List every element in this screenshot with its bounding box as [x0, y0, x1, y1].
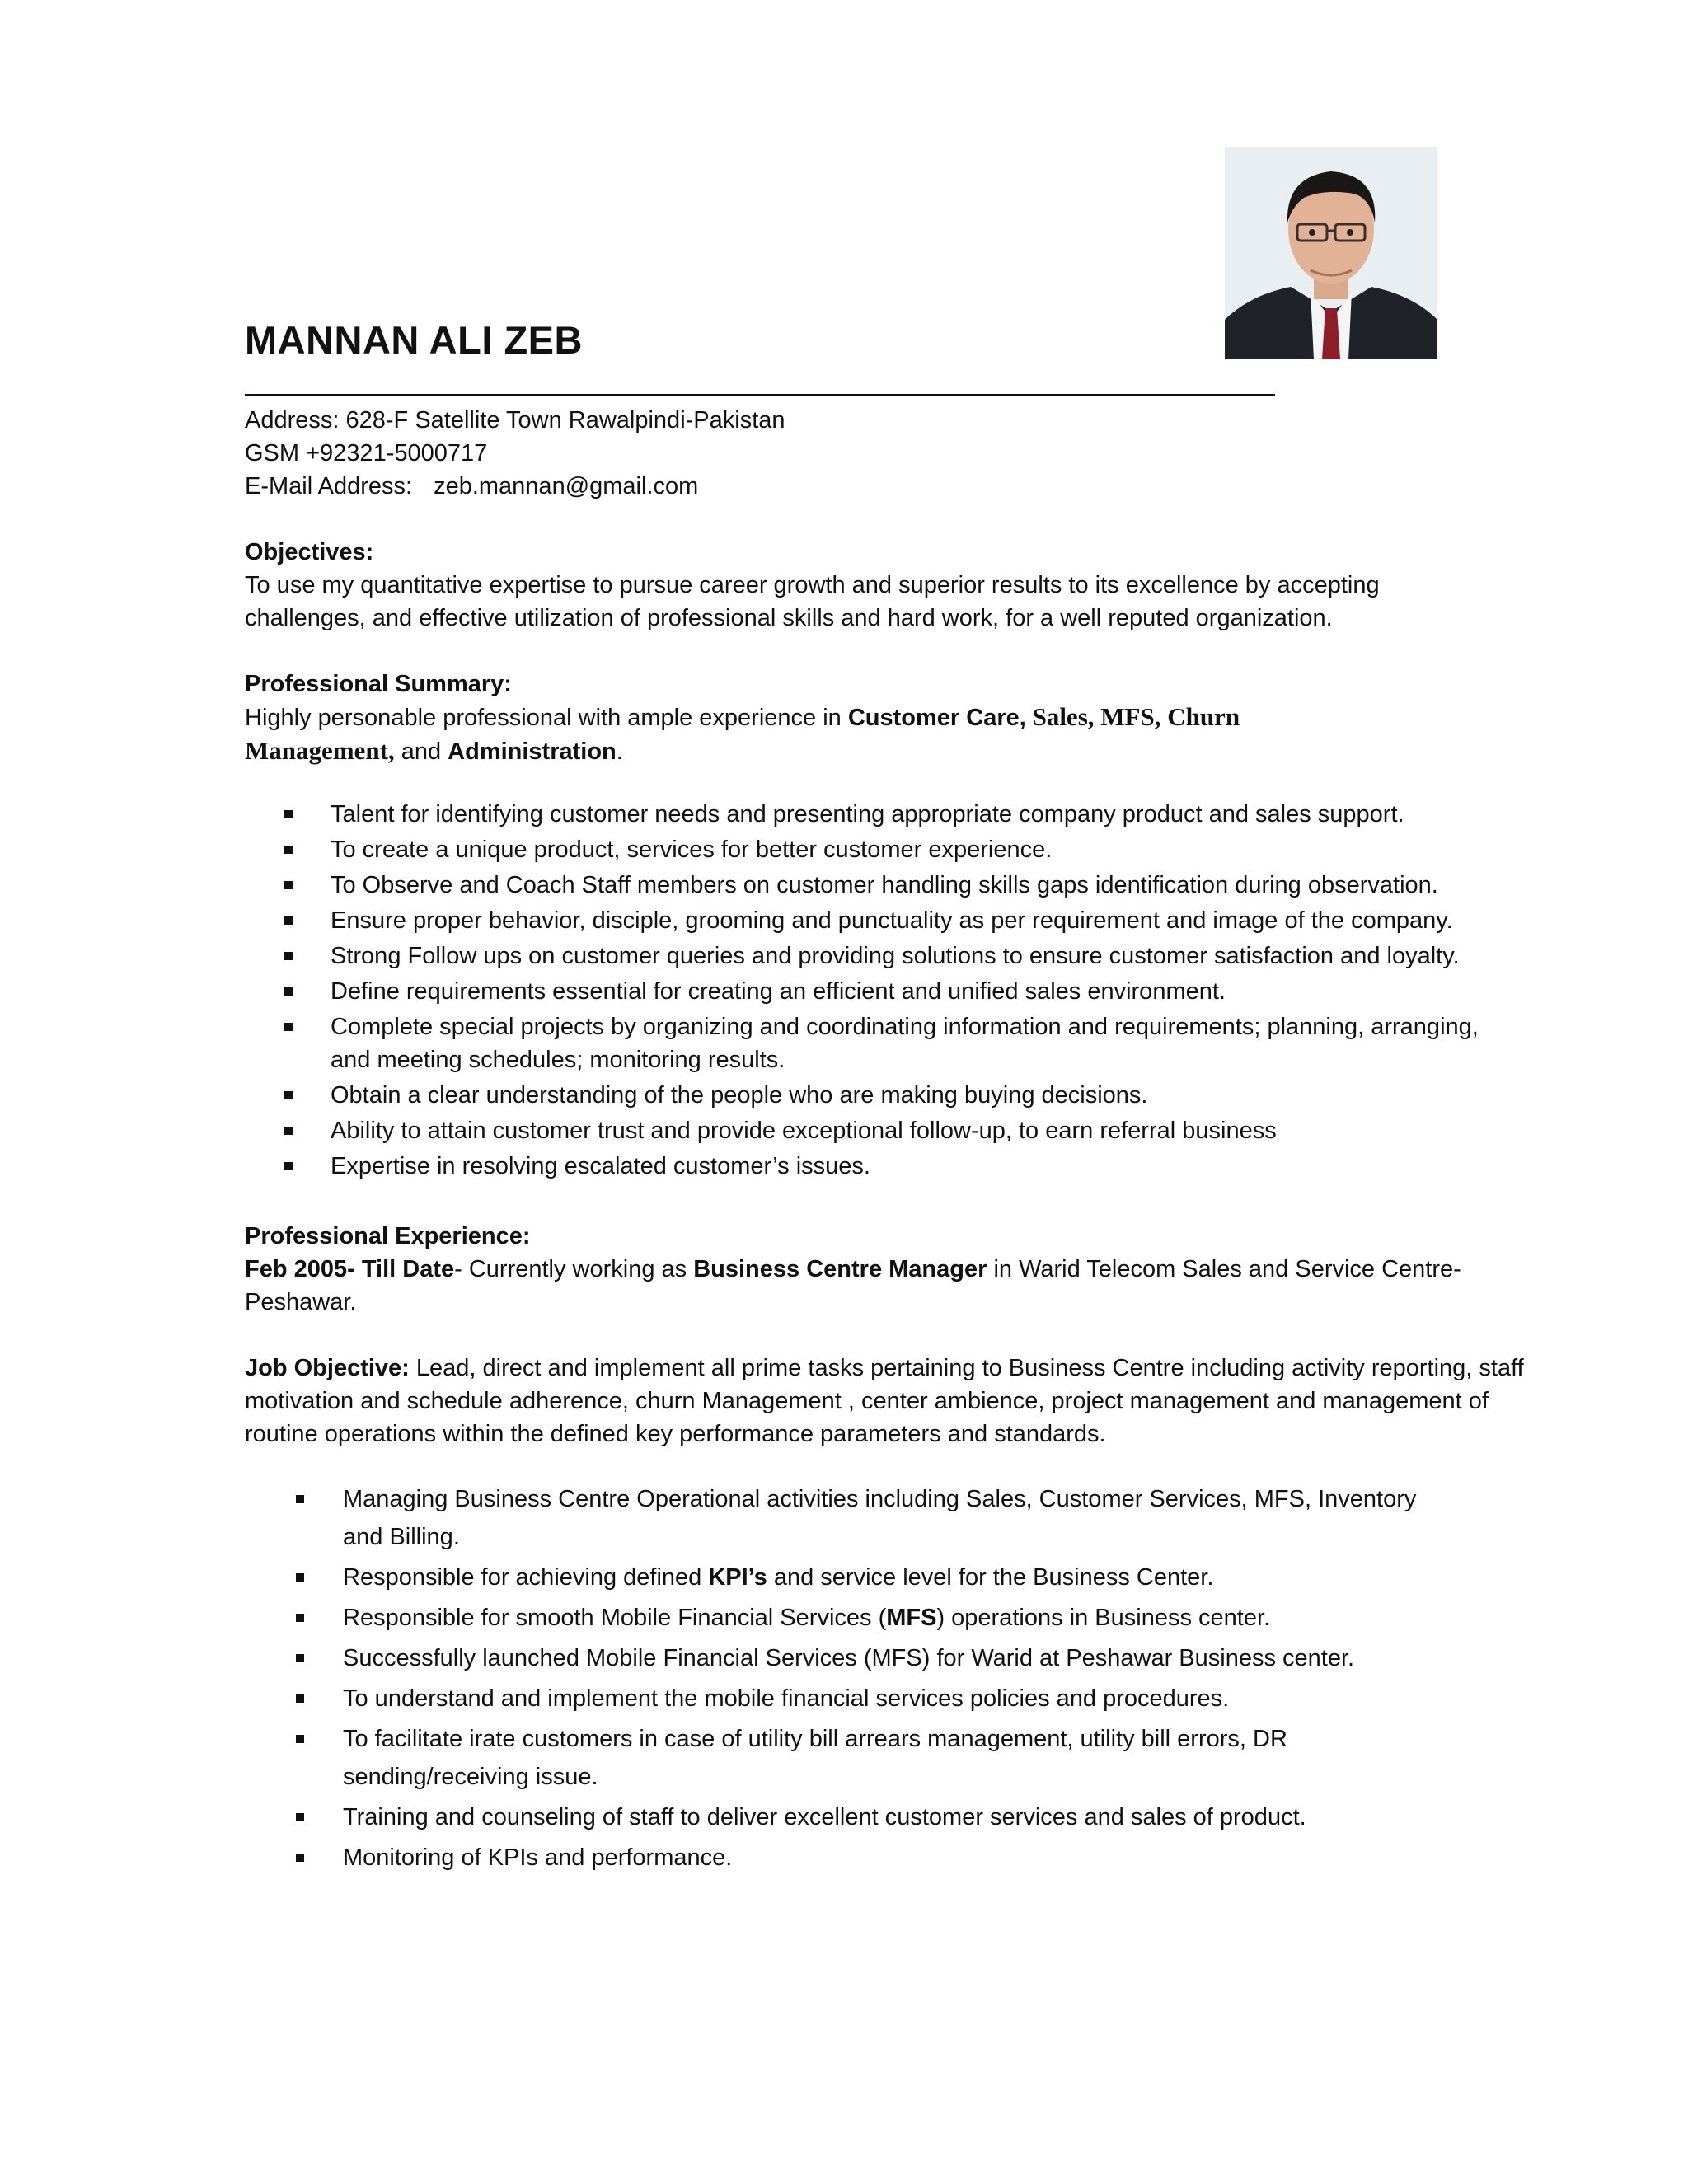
- gsm-line: GSM +92321-5000717: [245, 440, 488, 466]
- summary-bullet-list: [245, 798, 1564, 1183]
- list-item: To understand and implement the mobile financial services policies and procedures.: [245, 1680, 1513, 1718]
- email-label: E-Mail Address:: [245, 473, 413, 499]
- list-item: Obtain a clear understanding of the people who are making buying decisions.: [245, 1079, 1564, 1112]
- address-line: Address: 628-F Satellite Town Rawalpindi-Pakistan: [245, 407, 785, 434]
- objectives-title: Objectives:: [245, 539, 374, 565]
- list-item: Complete special projects by organizing and coordinating information and requirements; planning, arranging, and meeting schedules; monitoring results.: [245, 1010, 1517, 1076]
- list-item: To Observe and Coach Staff members on customer handling skills gaps identification during observation.: [245, 869, 1564, 902]
- list-item: Managing Business Centre Operational activities including Sales, Customer Services, MFS, Inventory and Billing.: [245, 1480, 1439, 1556]
- list-item: Expertise in resolving escalated customer’s issues.: [245, 1150, 1564, 1183]
- summary-title: Professional Summary:: [245, 671, 512, 697]
- list-item: Strong Follow ups on customer queries and providing solutions to ensure customer satisfaction and loyalty.: [245, 940, 1564, 972]
- list-item: Define requirements essential for creating an efficient and unified sales environment.: [245, 975, 1564, 1008]
- list-item: Responsible for smooth Mobile Financial Services (MFS) operations in Business center.: [245, 1599, 1513, 1637]
- email-value[interactable]: zeb.mannan@gmail.com: [434, 473, 699, 499]
- resume-body: [245, 404, 1564, 1879]
- experience-position-line: Feb 2005- Till Date- Currently working as Business Centre Manager in Warid Telecom Sales and Service Centre-Peshawar.: [245, 1256, 1461, 1315]
- list-item: Responsible for achieving defined KPI’s and service level for the Business Center.: [245, 1558, 1513, 1596]
- list-item: To create a unique product, services for better customer experience.: [245, 833, 1564, 866]
- resume-name: MANNAN ALI ZEB: [245, 318, 583, 362]
- profile-photo: [1225, 147, 1437, 359]
- experience-title: Professional Experience:: [245, 1223, 531, 1249]
- list-item: Ability to attain customer trust and provide exceptional follow-up, to earn referral business: [245, 1114, 1564, 1147]
- list-item: Monitoring of KPIs and performance.: [245, 1839, 1513, 1877]
- email-line: [245, 470, 1564, 503]
- list-item: Talent for identifying customer needs and presenting appropriate company product and sales support.: [245, 798, 1564, 831]
- list-item: Ensure proper behavior, disciple, grooming and punctuality as per requirement and image of the company.: [245, 904, 1564, 937]
- objectives-text: To use my quantitative expertise to pursue career growth and superior results to its excellence by accepting challenges, and effective utilization of professional skills and hard work, for a well reputed organization.: [245, 572, 1380, 631]
- summary-intro: Highly personable professional with ample experience in Customer Care, Sales, MFS, Churn Management, and Administration.: [245, 702, 1240, 765]
- list-item: Training and counseling of staff to deliver excellent customer services and sales of product.: [245, 1798, 1513, 1836]
- experience-bullet-list: [245, 1480, 1564, 1877]
- job-objective: Job Objective: Lead, direct and implement all prime tasks pertaining to Business Centre including activity reporting, staff motivation and schedule adherence, churn Management , center ambience, project management and management of routine operations within the defined key performance parameters and standards.: [245, 1355, 1524, 1447]
- header-divider: [245, 394, 1275, 396]
- list-item: To facilitate irate customers in case of utility bill arrears management, utility bill errors, DR sending/receiving issue.: [245, 1720, 1414, 1796]
- list-item: Successfully launched Mobile Financial Services (MFS) for Warid at Peshawar Business center.: [245, 1639, 1513, 1677]
